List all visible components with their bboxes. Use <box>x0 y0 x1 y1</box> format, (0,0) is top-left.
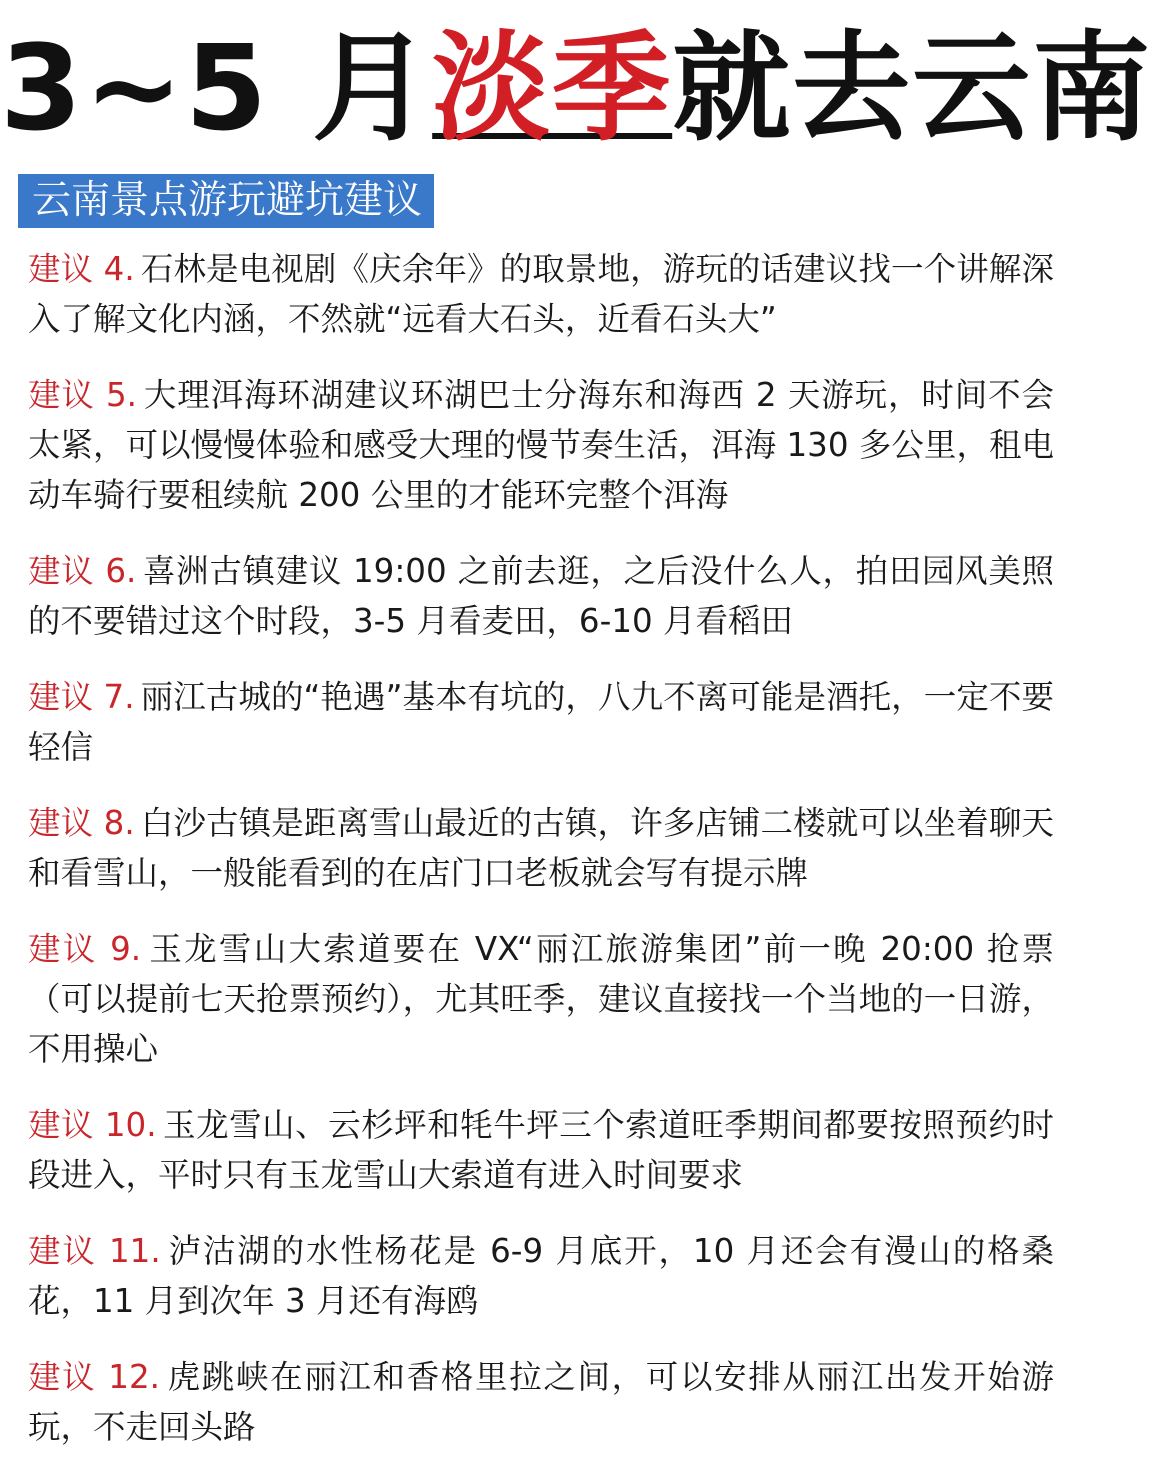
tip-label: 建议 9. <box>28 930 142 968</box>
tip-item <box>28 672 1054 772</box>
tip-item <box>28 1226 1054 1326</box>
tip-label: 建议 5. <box>28 376 137 414</box>
page-title <box>0 18 1152 158</box>
tip-item <box>28 924 1054 1074</box>
tip-label: 建议 12. <box>28 1358 160 1396</box>
tip-text: 喜洲古镇建议 19:00 之前去逛，之后没什么人，拍田园风美照的不要错过这个时段，3-5 月看麦田，6-10 月看稻田 <box>28 552 1054 640</box>
tip-text: 玉龙雪山、云杉坪和牦牛坪三个索道旺季期间都要按照预约时段进入，平时只有玉龙雪山大索道有进入时间要求 <box>28 1106 1054 1194</box>
tip-item <box>28 798 1054 898</box>
tip-label: 建议 6. <box>28 552 137 590</box>
tip-item <box>28 244 1054 344</box>
title-suffix: 就去云南 <box>672 19 1152 157</box>
tip-text: 白沙古镇是距离雪山最近的古镇，许多店铺二楼就可以坐着聊天和看雪山，一般能看到的在店门口老板就会写有提示牌 <box>28 804 1054 892</box>
tip-text: 虎跳峡在丽江和香格里拉之间，可以安排从丽江出发开始游玩，不走回头路 <box>28 1358 1054 1446</box>
tip-item <box>28 1352 1054 1452</box>
tip-label: 建议 11. <box>28 1232 161 1270</box>
tip-item <box>28 370 1054 520</box>
title-highlight: 淡季 <box>432 19 673 157</box>
tip-label: 建议 7. <box>28 678 135 716</box>
title-prefix: 3~5 月 <box>0 19 433 157</box>
tip-text: 大理洱海环湖建议环湖巴士分海东和海西 2 天游玩，时间不会太紧，可以慢慢体验和感受大理的慢节奏生活，洱海 130 多公里，租电动车骑行要租续航 200 公里的才能环完整个洱海 <box>28 376 1054 514</box>
tips-list <box>28 244 1054 1478</box>
tip-label: 建议 8. <box>28 804 135 842</box>
tip-item <box>28 1100 1054 1200</box>
tip-label: 建议 4. <box>28 250 135 288</box>
tip-text: 丽江古城的“艳遇”基本有坑的，八九不离可能是酒托，一定不要轻信 <box>28 678 1054 766</box>
tip-item <box>28 546 1054 646</box>
tip-label: 建议 10. <box>28 1106 157 1144</box>
tip-text: 玉龙雪山大索道要在 VX“丽江旅游集团”前一晚 20:00 抢票（可以提前七天抢票预约），尤其旺季，建议直接找一个当地的一日游，不用操心 <box>28 930 1054 1068</box>
tip-text: 石林是电视剧《庆余年》的取景地，游玩的话建议找一个讲解深入了解文化内涵，不然就“远看大石头，近看石头大” <box>28 250 1054 338</box>
tip-text: 泸沽湖的水性杨花是 6-9 月底开，10 月还会有漫山的格桑花，11 月到次年 3 月还有海鸥 <box>28 1232 1054 1320</box>
section-banner: 云南景点游玩避坑建议 <box>18 174 434 228</box>
